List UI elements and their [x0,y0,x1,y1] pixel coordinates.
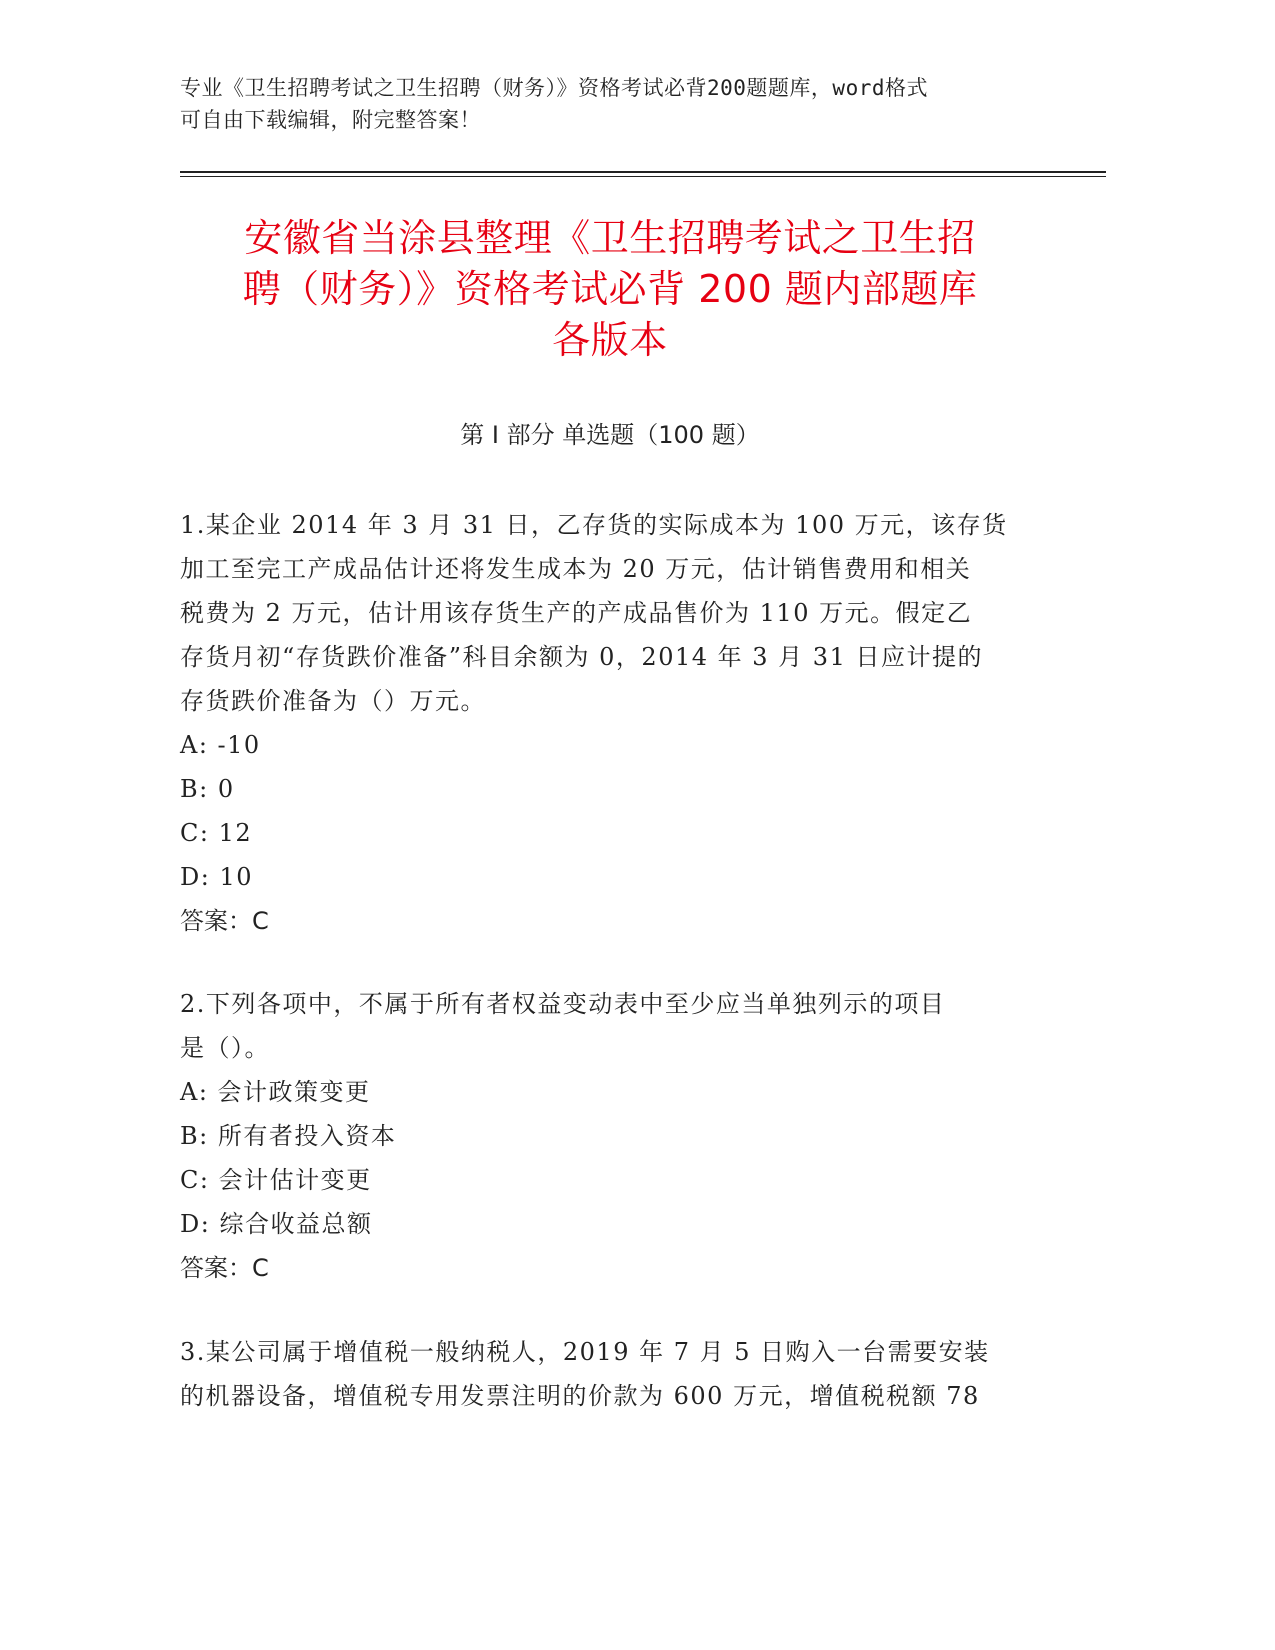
stem-line: 2.下列各项中，不属于所有者权益变动表中至少应当单独列示的项目 [180,990,946,1018]
stem-line: 的机器设备，增值税专用发票注明的价款为 600 万元，增值税税额 78 [180,1382,980,1410]
document-title [175,213,1045,366]
title-line: 安徽省当涂县整理《卫生招聘考试之卫生招 [244,216,976,260]
header-divider-thick [180,171,1106,173]
stem-line: 加工至完工产成品估计还将发生成本为 20 万元，估计销售费用和相关 [180,555,972,583]
option-b: B: 0 [180,775,235,803]
header-divider-thin [180,176,1106,177]
option-c: C: 会计估计变更 [180,1166,372,1194]
option-a: A: 会计政策变更 [180,1078,371,1106]
option-d: D: 10 [180,863,253,891]
stem-line: 1.某企业 2014 年 3 月 31 日，乙存货的实际成本为 100 万元，该存货 [180,511,1008,539]
answer-line: 答案：C [180,907,269,935]
title-line: 聘（财务）》资格考试必背 200 题内部题库 [242,267,978,311]
stem-line: 是（）。 [180,1034,270,1062]
question-1 [180,503,1040,943]
title-line: 各版本 [552,318,668,362]
header-note-line: 可自由下载编辑，附完整答案！ [180,108,481,132]
question-stem [180,982,1040,1070]
option-b: B: 所有者投入资本 [180,1122,397,1150]
header-note [180,72,1040,136]
stem-line: 存货月初“存货跌价准备”科目余额为 0，2014 年 3 月 31 日应计提的 [180,643,983,671]
section-heading: 第 I 部分 单选题（100 题） [460,421,760,449]
option-c: C: 12 [180,819,253,847]
question-2 [180,982,1040,1290]
header-note-line: 专业《卫生招聘考试之卫生招聘（财务）》资格考试必背200题题库，word格式 [180,76,928,100]
answer-line: 答案：C [180,1254,269,1282]
question-stem [180,503,1040,723]
option-d: D: 综合收益总额 [180,1210,373,1238]
question-3 [180,1330,1040,1418]
stem-line: 税费为 2 万元，估计用该存货生产的产成品售价为 110 万元。假定乙 [180,599,973,627]
stem-line: 3.某公司属于增值税一般纳税人，2019 年 7 月 5 日购入一台需要安装 [180,1338,990,1366]
option-a: A: -10 [180,731,261,759]
question-stem [180,1330,1040,1418]
stem-line: 存货跌价准备为（）万元。 [180,687,486,715]
